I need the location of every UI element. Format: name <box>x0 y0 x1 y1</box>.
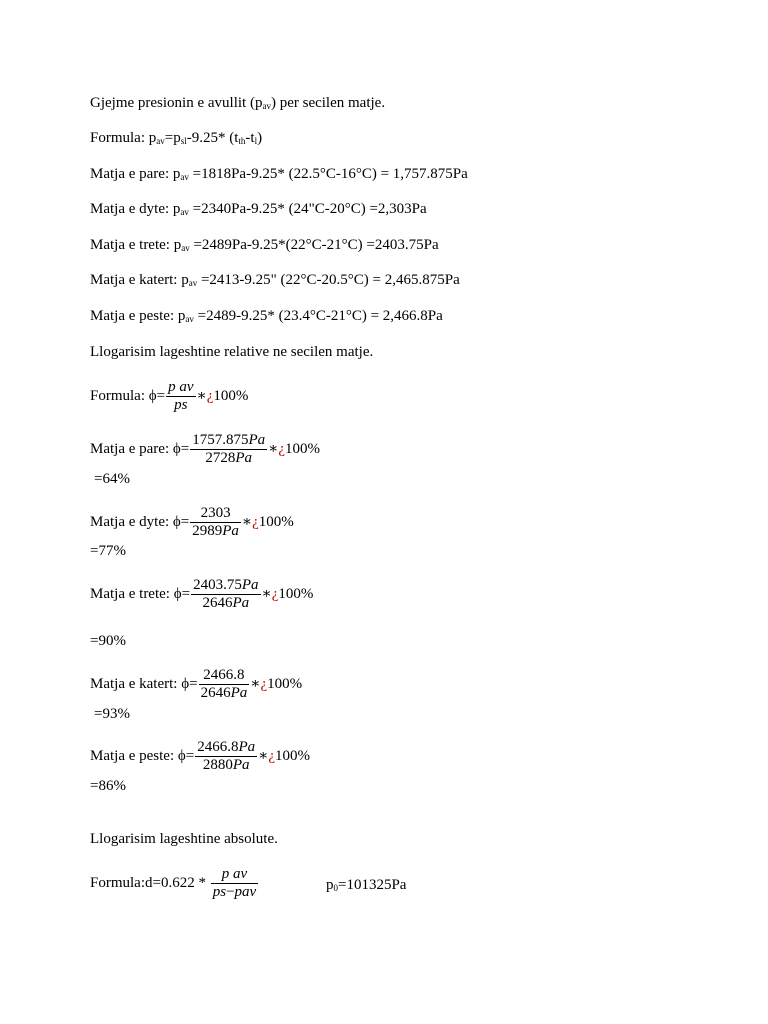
denominator-unit: Pa <box>232 757 250 773</box>
atmospheric-pressure <box>326 876 406 897</box>
multiply-sign: ∗ <box>261 585 272 602</box>
fraction-denominator <box>195 756 257 774</box>
relative-fraction <box>190 432 267 467</box>
pressure-sub: av <box>181 243 190 253</box>
formula2-denominator: ps <box>166 396 195 414</box>
pressure-expr: =2489-9.25* (23.4°C-21°C) = 2,466.8Pa <box>193 308 443 324</box>
pressure-sub: av <box>180 172 189 182</box>
inverted-question-mark: ¿ <box>206 387 214 404</box>
denominator-value: 2989 <box>192 523 223 539</box>
percent-factor: 100% <box>278 585 314 602</box>
denominator-value: 2728 <box>205 450 236 466</box>
pressure-row-2 <box>90 200 427 221</box>
fraction-denominator <box>190 449 267 467</box>
intro-subscript: av <box>262 101 271 111</box>
numerator-value: 2466.8 <box>203 667 245 683</box>
numerator-unit: Pa <box>248 432 266 448</box>
inverted-question-mark: ¿ <box>278 440 286 457</box>
intro-text-b: ) per secilen matje. <box>270 95 386 111</box>
fraction-numerator <box>190 432 267 449</box>
denominator-unit: Pa <box>232 595 250 611</box>
fraction-numerator <box>199 667 250 684</box>
formula3-prefix: Formula:d=0.622 * <box>90 874 210 891</box>
p0-label: p <box>326 877 334 893</box>
relative-formula <box>90 379 248 414</box>
pressure-sub: av <box>188 278 198 288</box>
denominator-value: 2646 <box>202 595 233 611</box>
denominator-unit: Pa <box>230 685 248 701</box>
fraction-denominator <box>191 594 260 612</box>
relative-fraction <box>191 577 260 612</box>
pressure-label: Matja e trete: p <box>90 237 182 253</box>
relative-result-2: =77% <box>90 543 126 559</box>
inverted-question-mark: ¿ <box>252 513 259 530</box>
inverted-question-mark: ¿ <box>271 585 279 602</box>
formula1-sub1: av <box>156 136 165 146</box>
formula1-sub4: l <box>254 136 258 146</box>
pressure-expr: =2489Pa-9.25*(22°C-21°C) =2403.75Pa <box>189 237 439 253</box>
inverted-question-mark: ¿ <box>268 747 276 764</box>
intro-paragraph <box>90 94 385 115</box>
pressure-expr: =2413-9.25" (22°C-20.5°C) = 2,465.875Pa <box>197 272 460 288</box>
pressure-expr: =1818Pa-9.25* (22.5°C-16°C) = 1,757.875Pa <box>188 166 468 182</box>
pressure-sub: av <box>185 314 194 324</box>
relative-label: Matja e trete: ϕ= <box>90 585 191 602</box>
denominator-ps: ps <box>212 884 227 900</box>
formula2-prefix: Formula: ϕ= <box>90 387 166 404</box>
multiply-sign: ∗ <box>258 747 269 764</box>
formula1-sub2: sl <box>180 136 187 146</box>
relative-label: Matja e dyte: ϕ= <box>90 513 190 530</box>
multiply-sign: ∗ <box>196 387 207 404</box>
fraction-denominator <box>199 684 250 702</box>
denominator-unit: Pa <box>222 523 239 539</box>
percent-factor: 100% <box>285 440 321 457</box>
p0-value: =101325Pa <box>338 877 407 893</box>
numerator-unit: Pa <box>238 739 256 755</box>
denominator-pav: pav <box>234 884 257 900</box>
relative-heading: Llogarisim lageshtine relative ne secilen matje. <box>90 344 374 360</box>
denominator-value: 2880 <box>202 757 233 773</box>
relative-label: Matja e pare: ϕ= <box>90 440 190 457</box>
multiply-sign: ∗ <box>268 440 279 457</box>
pressure-label: Matja e katert: p <box>90 272 189 288</box>
absolute-heading: Llogarisim lageshtine absolute. <box>90 831 278 847</box>
pressure-label: Matja e peste: p <box>90 308 186 324</box>
pressure-row-5 <box>90 307 443 328</box>
relative-fraction <box>195 739 257 774</box>
formula3-fraction <box>211 866 258 901</box>
relative-result-3: =90% <box>90 633 126 649</box>
pressure-label: Matja e pare: p <box>90 166 181 182</box>
minus-sign: − <box>226 884 235 900</box>
pressure-expr: =2340Pa-9.25* (24"C-20°C) =2,303Pa <box>188 201 427 217</box>
fraction-numerator <box>191 577 260 594</box>
fraction-denominator <box>190 522 241 540</box>
formula1-mid2: -9.25* (t <box>186 130 239 146</box>
relative-result-5: =86% <box>90 778 126 794</box>
pressure-row-1 <box>90 165 468 186</box>
formula1-sub3: th <box>238 136 246 146</box>
numerator-value: 1757.875 <box>192 432 249 448</box>
relative-label: Matja e katert: ϕ= <box>90 675 198 692</box>
formula1-prefix: Formula: p <box>90 130 157 146</box>
multiply-sign: ∗ <box>250 675 261 692</box>
formula1-end: ) <box>257 130 263 146</box>
relative-row-2 <box>90 505 294 540</box>
denominator-value: 2646 <box>200 685 231 701</box>
relative-row-1 <box>90 432 320 467</box>
numerator-value: 2466.8 <box>197 739 239 755</box>
denominator-unit: Pa <box>235 450 253 466</box>
absolute-formula <box>90 866 259 901</box>
relative-result-4: =93% <box>94 706 130 722</box>
pressure-row-4 <box>90 271 460 292</box>
formula2-percent: 100% <box>213 387 249 404</box>
formula1-mid3: -t <box>245 130 255 146</box>
fraction-numerator <box>190 505 241 522</box>
formula3-denominator <box>211 883 258 901</box>
pressure-row-3 <box>90 236 439 257</box>
numerator-unit: Pa <box>241 577 259 593</box>
numerator-value: 2303 <box>200 505 231 521</box>
pressure-sub: av <box>180 207 189 217</box>
pressure-label: Matja e dyte: p <box>90 201 181 217</box>
relative-row-5 <box>90 739 310 774</box>
vapor-pressure-formula <box>90 129 262 150</box>
relative-fraction <box>190 505 241 540</box>
fraction-numerator <box>195 739 257 756</box>
percent-factor: 100% <box>258 513 294 530</box>
numerator-value: 2403.75 <box>193 577 242 593</box>
percent-factor: 100% <box>267 675 303 692</box>
percent-factor: 100% <box>275 747 311 764</box>
intro-text-a: Gjejme presionin e avullit (p <box>90 95 263 111</box>
formula3-numerator: p av <box>221 866 248 882</box>
relative-row-3 <box>90 577 313 612</box>
formula2-numerator: p av <box>168 379 194 395</box>
p0-subscript: 0 <box>333 883 338 893</box>
relative-result-1: =64% <box>94 471 130 487</box>
relative-label: Matja e peste: ϕ= <box>90 747 195 764</box>
relative-row-4 <box>90 667 302 702</box>
multiply-sign: ∗ <box>241 513 253 530</box>
formula1-mid1: =p <box>164 130 181 146</box>
relative-fraction <box>199 667 250 702</box>
inverted-question-mark: ¿ <box>260 675 268 692</box>
formula2-fraction <box>166 379 195 414</box>
